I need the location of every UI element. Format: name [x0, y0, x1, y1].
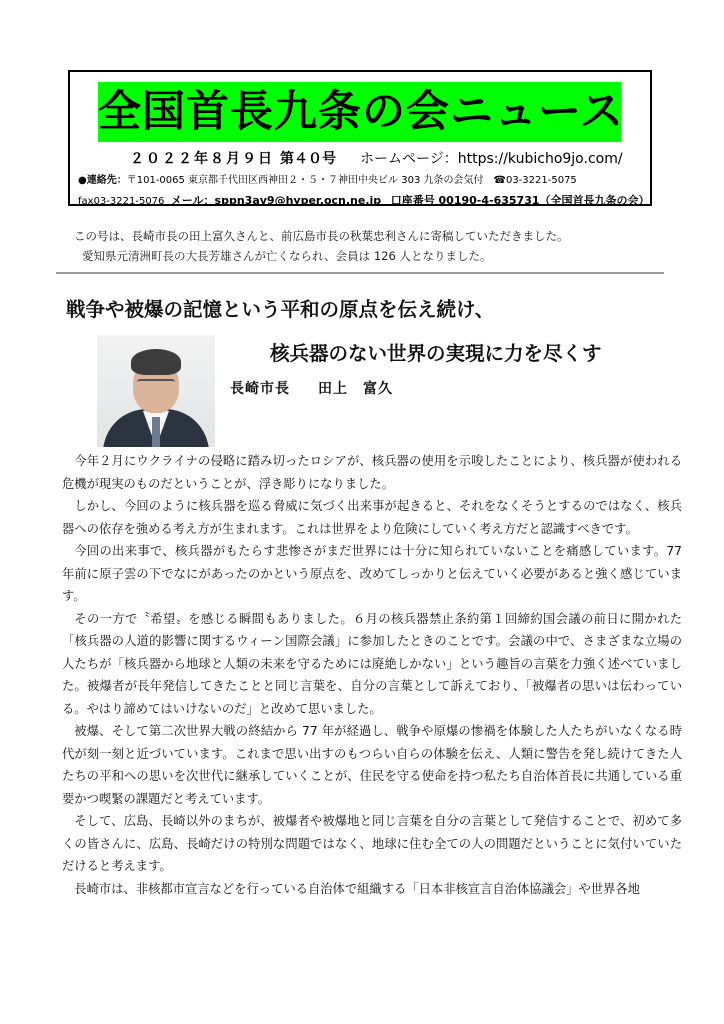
paragraph: しかし、今回のように核兵器を巡る脅威に気づく出来事が起きると、それをなくそうとするのではなく、核兵器への依存を強める考え方が生まれます。これは世界をより危険にしていく考え方だと認識すべきです。 [62, 499, 682, 536]
paragraph: 被爆、そして第二次世界大戦の終結から 77 年が経過し、戦争や原爆の惨禍を体験した人たちがいなくなる時代が刻一刻と近づいています。これまで思い出すのもつらい自らの体験を伝え、人類に警告を発し続けてきた人たちの平和への思いを次世代に継承していくことが、住民を守る使命を持つ私たち自治体首長に共通している重要かつ喫緊の課題だと考えています。 [62, 724, 682, 806]
homepage [360, 148, 623, 168]
paragraph: 今回の出来事で、核兵器がもたらす悲惨さがまだ世界には十分に知られていないことを痛感しています。77 年前に原子雲の下でなにがあったのかという原点を、改めてしっかりと伝えていく必要があると強く感じています。 [62, 544, 682, 603]
contact-line [78, 171, 577, 186]
fax-number: fax03-3221-5076 [78, 196, 165, 207]
divider [56, 272, 664, 274]
mail-label: メール： [170, 194, 215, 207]
paragraph: 長崎市は、非核都市宣言などを行っている自治体で組織する「日本非核宣言自治体協議会」や世界各地 [74, 881, 640, 896]
newsletter-title: 全国首長九条の会ニュース [98, 87, 624, 137]
author-name: 田上 富久 [318, 381, 393, 397]
issue-number: 第４０号 [280, 151, 336, 167]
issue-date: ２０２２年８月９日 [130, 151, 274, 167]
fax-mail-line [78, 192, 650, 208]
author-photo [97, 335, 215, 447]
paragraph: 今年２月にウクライナの侵略に踏み切ったロシアが、核兵器の使用を示唆したことにより、核兵器が使われる危機が現実のものだということが、浮き彫りになりました。 [62, 454, 682, 491]
author-byline [230, 378, 393, 398]
homepage-link[interactable]: https://kubicho9jo.com/ [457, 151, 623, 167]
headline-line1: 戦争や被爆の記憶という平和の原点を伝え続け、 [66, 298, 495, 321]
title-band [98, 82, 624, 142]
paragraph: その一方で〝希望〟を感じる瞬間もありました。６月の核兵器禁止条約第１回締約国会議の前日に開かれた「核兵器の人道的影響に関するウィーン国際会議」に参加したときのことです。会議の中で、さまざまな立場の人たちが「核兵器から地球と人類の未来を守るためには廃絶しかない」という趣旨の言葉を力強く述べていました。被爆者が長年発信してきたことと同じ言葉を、自分の言葉として訴えており、「被爆者の思いは伝わっている。やはり諦めてはいけないのだ」と改めて思いました。 [62, 611, 682, 716]
contributors-note: この号は、長崎市長の田上富久さんと、前広島市長の秋葉忠利さんに寄稿していただきました。 [74, 229, 569, 243]
contact-label: ●連絡先： [78, 175, 127, 186]
newsletter-header [68, 70, 652, 206]
contact-text: 〒101-0065 東京都千代田区西神田２・５・７神田中央ビル 303 九条の会気付 ☎03-3221-5075 [126, 175, 577, 186]
paragraph: そして、広島、長崎以外のまちが、被爆者や被爆地と同じ言葉を自分の言葉として発信することで、初めて多くの皆さんに、広島、長崎だけの特別な問題ではなく、地球に住む全ての人の問題だということに気付いていただけると考えます。 [62, 814, 682, 873]
author-title: 長崎市長 [230, 381, 290, 397]
headline-line2: 核兵器のない世界の実現に力を尽くす [270, 342, 602, 365]
mail-link[interactable]: sppn3av9@hyper.ocn.ne.jp [214, 194, 382, 207]
homepage-label: ホームページ： [360, 151, 458, 167]
article-body [62, 450, 682, 900]
obituary-note: 愛知県元清洲町長の大長芳雄さんが亡くなられ、会員は 126 人となりました。 [82, 249, 492, 263]
bank-account: 口座番号 00190-4-635731（全国首長九条の会） [390, 194, 650, 207]
